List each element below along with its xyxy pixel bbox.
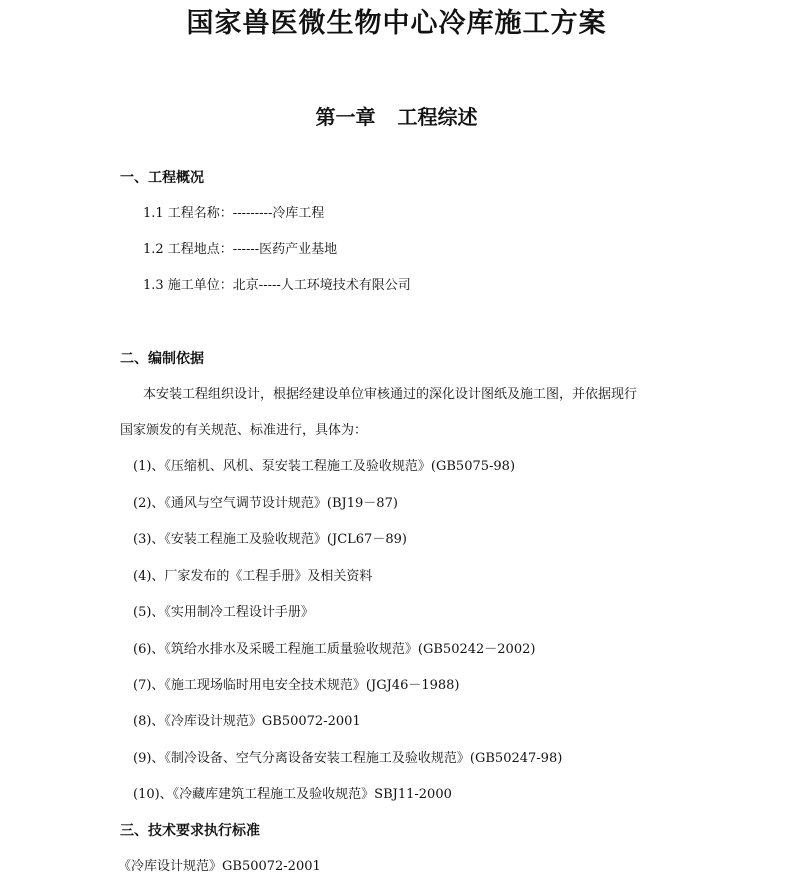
section-heading-standards: 三、技术要求执行标准: [120, 823, 260, 839]
basis-paragraph-line-1: 本安装工程组织设计，根据经建设单位审核通过的深化设计图纸及施工图，并依据现行: [143, 387, 638, 402]
reference-item: (9)、《制冷设备、空气分离设备安装工程施工及验收规范》(GB50247-98): [133, 751, 563, 766]
chapter-number: 第一章: [315, 105, 376, 129]
reference-item: (2)、《通风与空气调节设计规范》(BJ19－87): [133, 496, 398, 511]
chapter-title: [0, 103, 793, 131]
overview-item-project-name: 1.1 工程名称：---------冷库工程: [143, 206, 325, 221]
reference-item: (7)、《施工现场临时用电安全技术规范》(JGJ46－1988): [133, 678, 460, 693]
section-heading-basis: 二、编制依据: [120, 351, 204, 367]
reference-item: (5)、《实用制冷工程设计手册》: [133, 605, 314, 620]
standards-item: 《冷库设计规范》GB50072-2001: [118, 859, 321, 874]
basis-paragraph-line-2: 国家颁发的有关规范、标准进行，具体为：: [120, 423, 368, 438]
reference-item: (6)、《筑给水排水及采暖工程施工质量验收规范》(GB50242－2002): [133, 642, 536, 657]
reference-item: (8)、《冷库设计规范》GB50072-2001: [133, 714, 361, 729]
reference-item: (10)、《冷藏库建筑工程施工及验收规范》SBJ11-2000: [133, 787, 452, 802]
overview-item-contractor: 1.3 施工单位：北京-----人工环境技术有限公司: [143, 278, 411, 293]
reference-item: (3)、《安装工程施工及验收规范》(JCL67－89): [133, 532, 407, 547]
overview-item-project-location: 1.2 工程地点：------医药产业基地: [143, 242, 338, 257]
reference-item: (1)、《压缩机、风机、泵安装工程施工及验收规范》(GB5075-98): [133, 459, 516, 474]
reference-item: (4)、厂家发布的《工程手册》及相关资料: [133, 569, 373, 584]
section-heading-overview: 一、工程概况: [120, 170, 204, 186]
document-title: 国家兽医微生物中心冷库施工方案: [186, 8, 607, 39]
chapter-name: 工程综述: [397, 105, 478, 129]
